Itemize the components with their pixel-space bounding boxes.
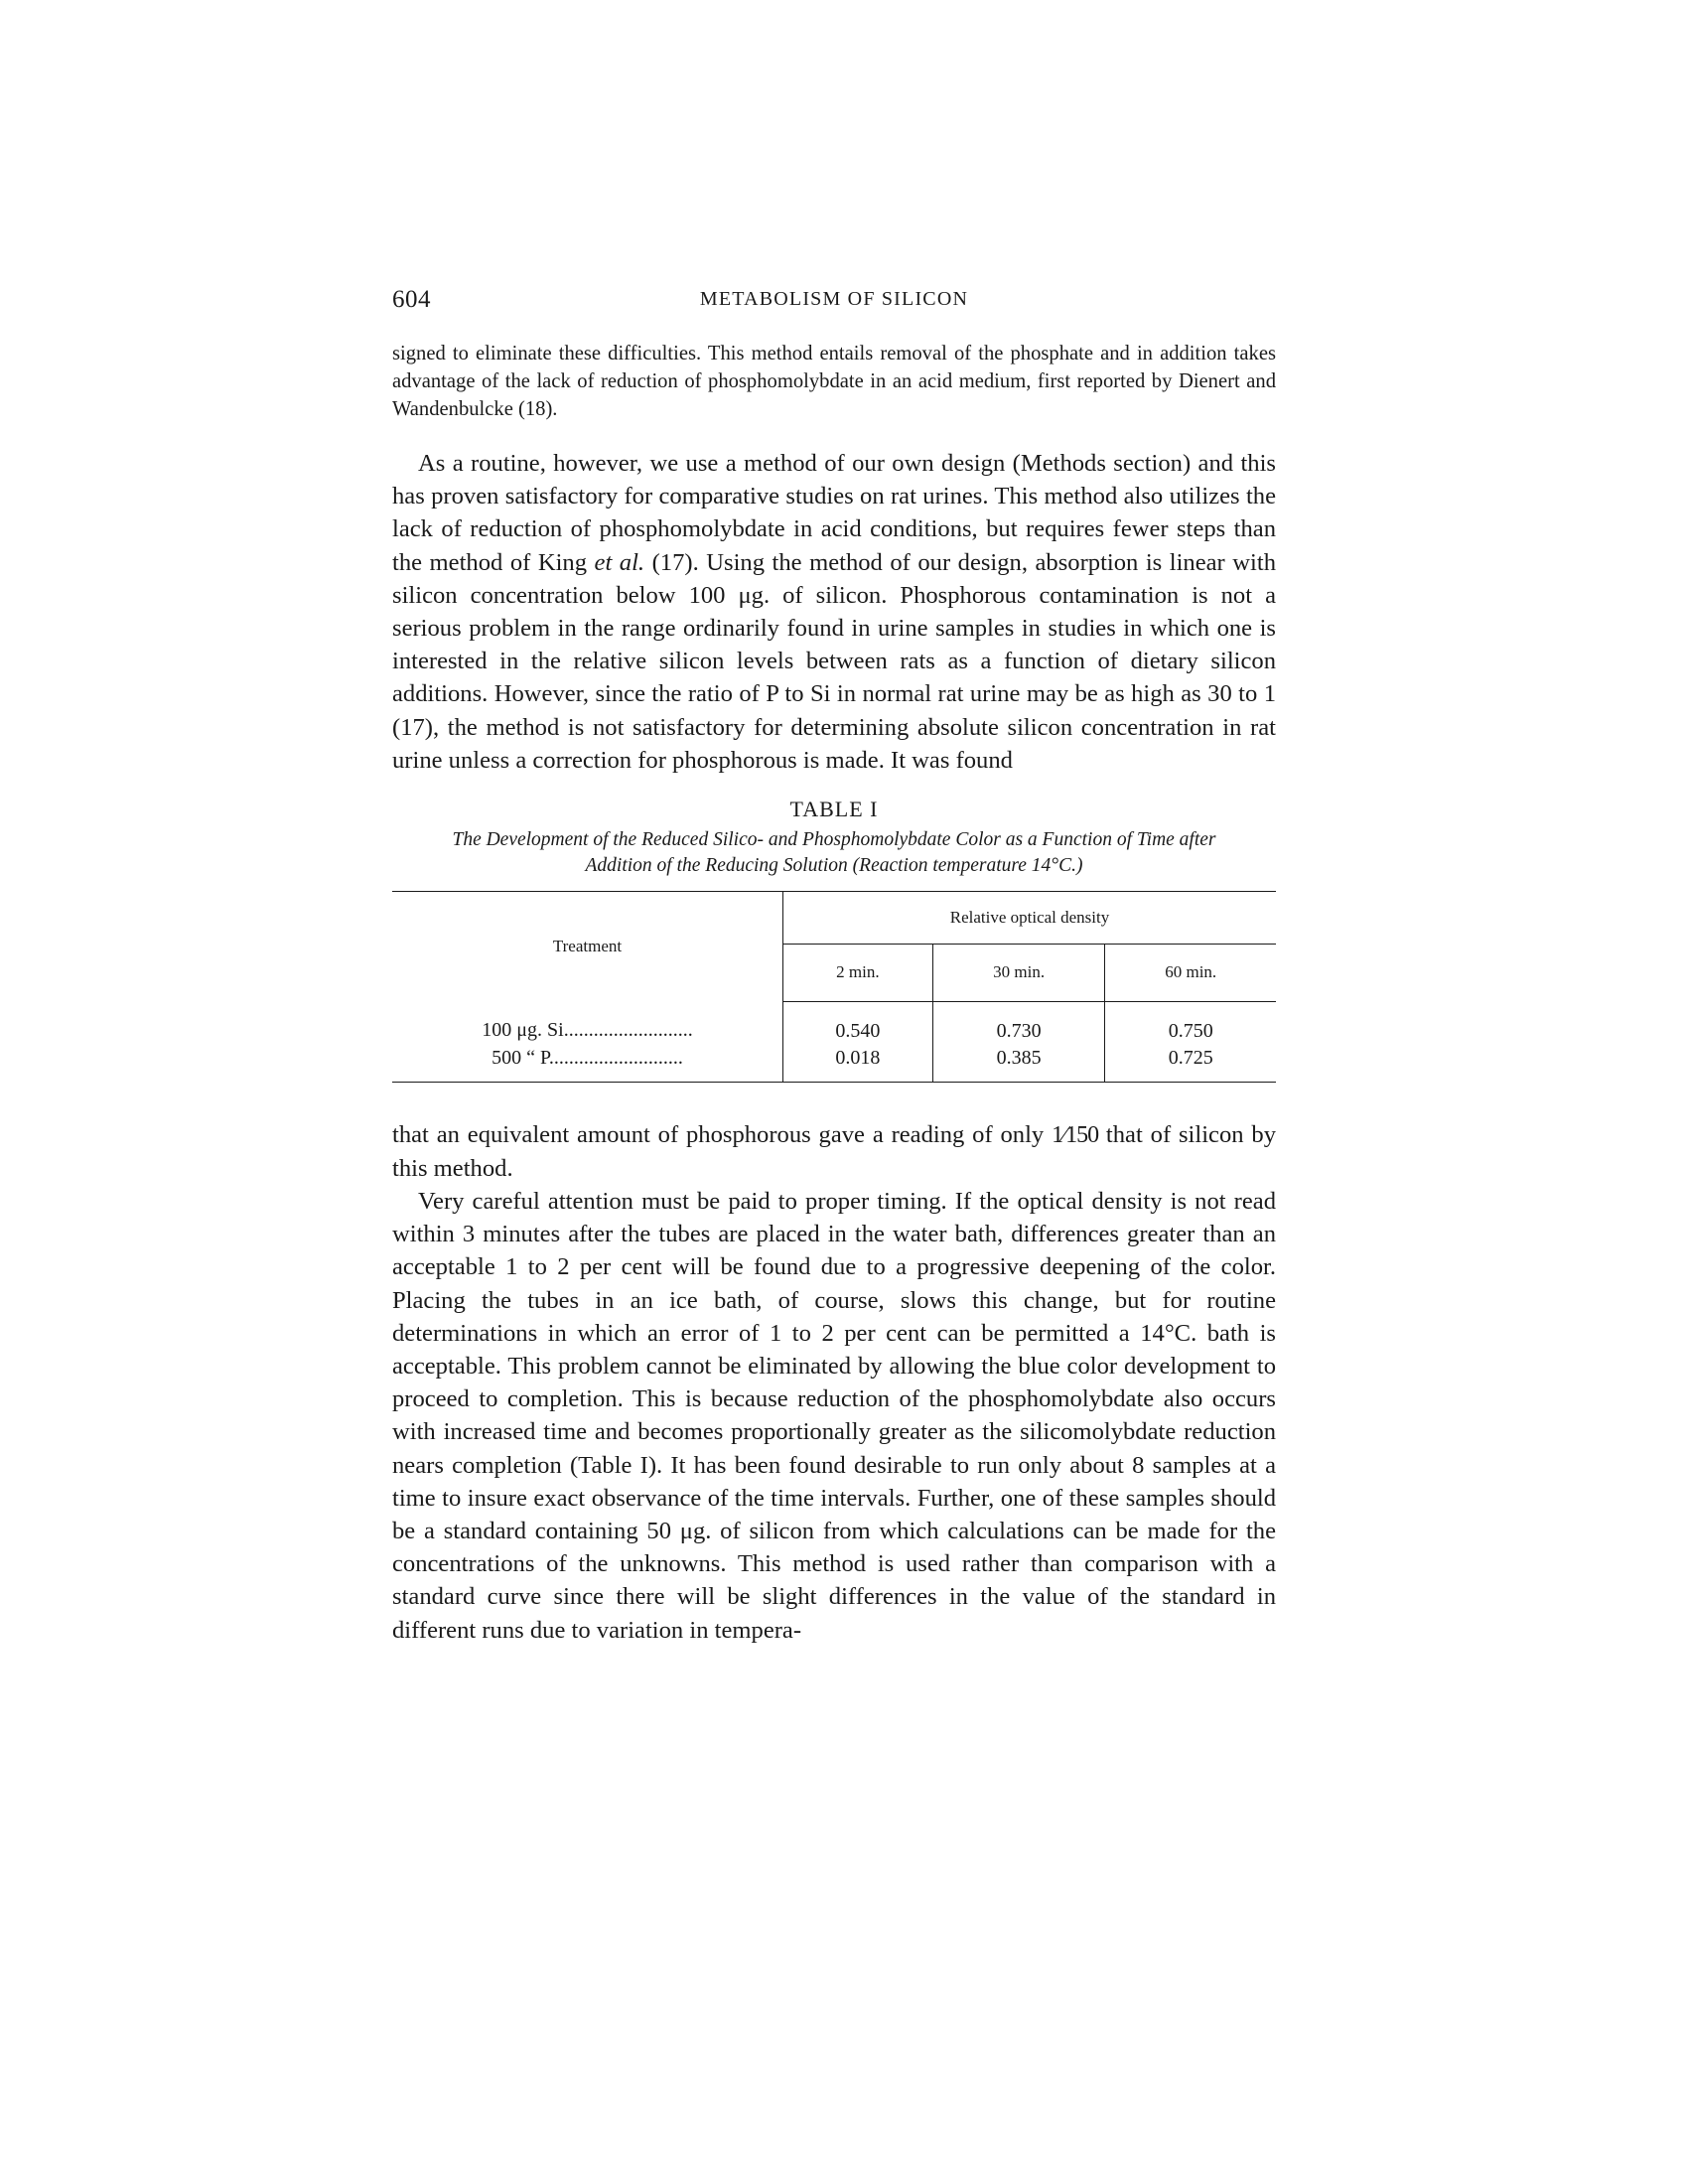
page: [392, 286, 1276, 1647]
running-title: METABOLISM OF SILICON: [699, 288, 969, 310]
cell-p-60min: 0.725: [1168, 1046, 1213, 1069]
method-text-start: As a routine, however, we use a method of our own design (Methods section) and this has proven satisfactory for comparative studies on rat urines. This method also utilizes the lack of reduction of phosphomolybdate in acid conditions, but requires fewer steps than the method of King: [392, 450, 1276, 576]
method-paragraph: [392, 447, 1276, 777]
running-head: [392, 286, 1276, 320]
table-row: [392, 1001, 1276, 1045]
table-block: [392, 797, 1276, 1083]
treatment-header: Treatment: [392, 892, 783, 1002]
result-text-end: that of silicon by this method.: [392, 1120, 1276, 1182]
page-number: 604: [392, 286, 431, 313]
table-label: TABLE I: [789, 797, 879, 822]
et-al: et al.: [594, 548, 645, 576]
cell-p-2min: 0.018: [783, 1045, 933, 1083]
cell-si-60min: 0.750: [1168, 1019, 1213, 1042]
row-label-si: 100 μg. Si..........................: [392, 1001, 783, 1045]
intro-paragraph: signed to eliminate these difficulties. This method entails removal of the phosphate and in addition takes advantage of the lack of reduction of phosphomolybdate in an acid medium, first reported by Dienert and Wandenbulcke (18).: [392, 343, 1276, 420]
row-label-p: 500 “ P...........................: [392, 1045, 783, 1083]
time-header-30min: 30 min.: [932, 945, 1105, 1001]
fraction: 1⁄150: [1052, 1121, 1099, 1148]
cell-si-2min: 0.540: [783, 1001, 933, 1045]
cell-p-30min: 0.385: [932, 1045, 1105, 1083]
result-paragraph: [392, 1118, 1276, 1185]
cell-si-30min: 0.730: [932, 1001, 1105, 1045]
optical-density-table: [392, 891, 1276, 1083]
relative-optical-density-header: Relative optical density: [783, 892, 1277, 945]
table-row: [392, 1045, 1276, 1083]
method-text-end: (17). Using the method of our design, absorption is linear with silicon concentration below 100 μg. of silicon. Phosphorous contamination is not a serious problem in the range ordinarily found in urine samples in studies in which one is interested in the relative silicon levels between rats as a function of dietary silicon additions. However, since the ratio of P to Si in normal rat urine may be as high as 30 to 1 (17), the method is not satisfactory for determining absolute silicon concentration in rat urine unless a correction for phosphorous is made. It was found: [392, 548, 1276, 774]
time-header-60min: 60 min.: [1105, 945, 1276, 1001]
table-caption: The Development of the Reduced Silico- and Phosphomolybdate Color as a Function of Time after Addition of the Reducing Solution (Reaction temperature 14°C.): [452, 829, 1216, 877]
time-header-2min: 2 min.: [783, 945, 933, 1001]
result-text-start: that an equivalent amount of phosphorous gave a reading of only: [392, 1120, 1053, 1148]
timing-paragraph: Very careful attention must be paid to proper timing. If the optical density is not read within 3 minutes after the tubes are placed in the water bath, differences greater than an acceptable 1 to 2 per cent will be found due to a progressive deepening of the color. Placing the tubes in an ice bath, of course, slows this change, but for routine determinations in which an error of 1 to 2 per cent can be permitted a 14°C. bath is acceptable. This problem cannot be eliminated by allowing the blue color development to proceed to completion. This is because reduction of the phosphomolybdate also occurs with increased time and becomes proportionally greater as the silicomolybdate reduction nears completion (Table I). It has been found desirable to run only about 8 samples at a time to insure exact observance of the time intervals. Further, one of these samples should be a standard containing 50 μg. of silicon from which calculations can be made for the concentrations of the unknowns. This method is used rather than comparison with a standard curve since there will be slight differences in the value of the standard in different runs due to variation in tempera-: [392, 1187, 1276, 1644]
